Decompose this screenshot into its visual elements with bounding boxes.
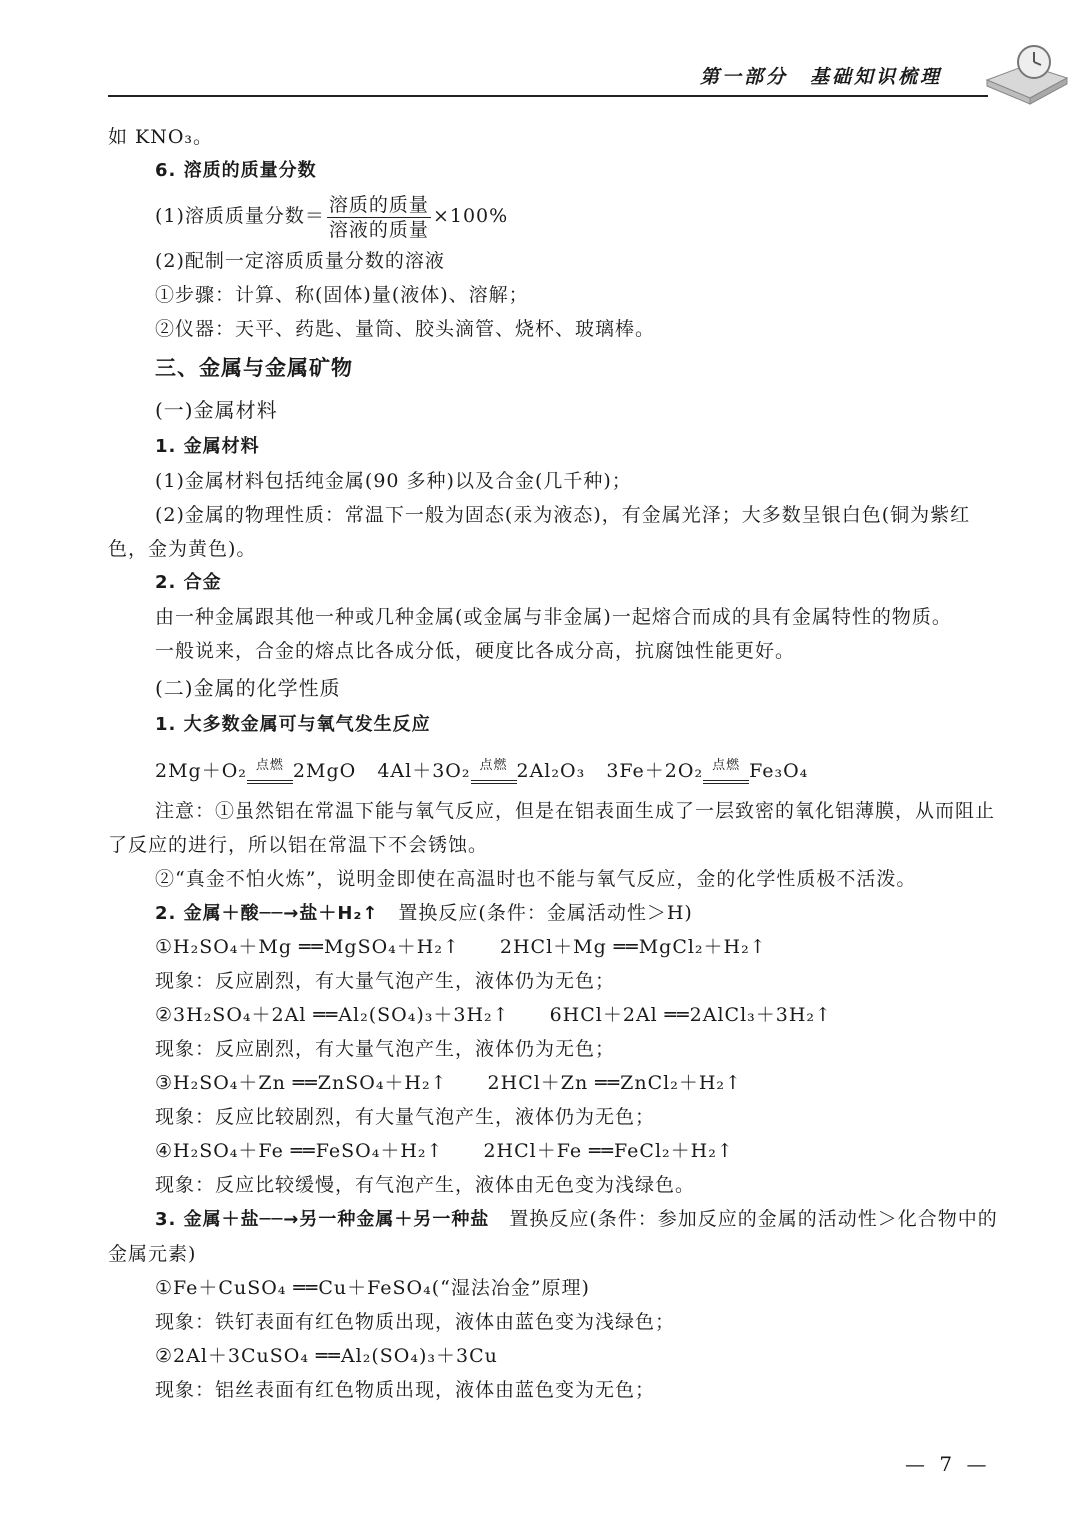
reaction-condition <box>471 758 517 794</box>
section-heading: 1. 大多数金属可与氧气发生反应 <box>155 714 431 735</box>
heading-note: 置换反应(条件：参加反应的金属的活动性＞化合物中的金属元素) <box>108 1208 998 1265</box>
section-heading: 2. 合金 <box>155 572 222 593</box>
chapter-heading: 三、金属与金属矿物 <box>155 356 353 380</box>
condition-label: 点燃 <box>479 758 508 773</box>
section-heading: 3. 金属＋盐──→另一种金属＋另一种盐 <box>155 1209 490 1230</box>
text-line: ②“真金不怕火炼”，说明金即使在高温时也不能与氧气反应，金的化学性质极不活泼。 <box>155 868 917 890</box>
text-line: 现象：反应比较剧烈，有大量气泡产生，液体仍为无色； <box>155 1106 656 1128</box>
text-line: 如 KNO₃。 <box>108 126 214 148</box>
paragraph: (2)金属的物理性质：常温下一般为固态(汞为液态)，有金属光泽；大多数呈银白色(铜为紫红色，金为黄色)。 <box>108 504 971 560</box>
equation-right: Fe₃O₄ <box>749 760 809 782</box>
equation-line: ①H₂SO₄＋Mg ══MgSO₄＋H₂↑ 2HCl＋Mg ══MgCl₂＋H₂↑ <box>155 936 767 958</box>
equation-left: 2Mg＋O₂ <box>155 760 247 782</box>
text-line: (1)金属材料包括纯金属(90 多种)以及合金(几千种)； <box>155 470 632 492</box>
text-line: 现象：反应剧烈，有大量气泡产生，液体仍为无色； <box>155 1038 616 1060</box>
fraction <box>327 193 431 242</box>
text-line: ①步骤：计算、称(固体)量(液体)、溶解； <box>155 284 529 306</box>
condition-label: 点燃 <box>255 758 284 773</box>
section-heading: 1. 金属材料 <box>155 436 260 457</box>
paragraph: 由一种金属跟其他一种或几种金属(或金属与非金属)一起熔合而成的具有金属特性的物质。 <box>155 606 952 628</box>
text-line: 现象：反应比较缓慢，有气泡产生，液体由无色变为浅绿色。 <box>155 1174 696 1196</box>
equation-right: 2MgO <box>292 760 357 782</box>
heading-line <box>108 896 1008 930</box>
heading-line <box>108 1202 1008 1271</box>
text-line: 现象：反应剧烈，有大量气泡产生，液体仍为无色； <box>155 970 616 992</box>
paragraph: 注意：①虽然铝在常温下能与氧气反应，但是在铝表面生成了一层致密的氧化铝薄膜，从而阻止了反应的进行，所以铝在常温下不会锈蚀。 <box>108 800 996 856</box>
formula-line <box>108 188 1008 244</box>
section-heading: 6. 溶质的质量分数 <box>155 160 317 181</box>
book-clock-icon <box>982 40 1072 110</box>
double-bar <box>247 780 293 784</box>
equation-right: 2Al₂O₃ <box>516 760 586 782</box>
page-number: — 7 — <box>905 1452 991 1476</box>
text-line: (2)配制一定溶质质量分数的溶液 <box>155 250 445 272</box>
text-line: 现象：铝丝表面有红色物质出现，液体由蓝色变为无色； <box>155 1379 656 1401</box>
reaction-condition <box>247 758 293 794</box>
equation-line: ②2Al＋3CuSO₄ ══Al₂(SO₄)₃＋3Cu <box>155 1345 498 1367</box>
equation-left: 4Al＋3O₂ <box>377 760 471 782</box>
equation-left: 3Fe＋2O₂ <box>606 760 704 782</box>
double-bar <box>471 780 517 784</box>
double-bar <box>703 780 749 784</box>
equation-line: ③H₂SO₄＋Zn ══ZnSO₄＋H₂↑ 2HCl＋Zn ══ZnCl₂＋H₂↑ <box>155 1072 742 1094</box>
text-line: 现象：铁钉表面有红色物质出现，液体由蓝色变为浅绿色； <box>155 1311 676 1333</box>
fraction-numerator: 溶质的质量 <box>328 193 429 216</box>
equation-line <box>108 742 1008 794</box>
section-heading: 2. 金属＋酸──→盐＋H₂↑ <box>155 903 379 924</box>
equation-line: ②3H₂SO₄＋2Al ══Al₂(SO₄)₃＋3H₂↑ 6HCl＋2Al ══2AlCl₃＋3H₂↑ <box>155 1004 832 1026</box>
page-body <box>108 120 1008 1407</box>
condition-label: 点燃 <box>712 758 741 773</box>
equation-line: ①Fe＋CuSO₄ ══Cu＋FeSO₄(“湿法冶金”原理) <box>155 1277 590 1299</box>
subsection-heading: (一)金属材料 <box>155 398 278 422</box>
text-line: ②仪器：天平、药匙、量筒、胶头滴管、烧杯、玻璃棒。 <box>155 318 656 340</box>
running-header: 第一部分 基础知识梳理 <box>700 66 943 88</box>
fraction-denominator: 溶液的质量 <box>328 218 429 241</box>
header-rule <box>108 95 988 97</box>
text-line: 一般说来，合金的熔点比各成分低，硬度比各成分高，抗腐蚀性能更好。 <box>155 640 796 662</box>
reaction-condition <box>703 758 749 794</box>
equation-line: ④H₂SO₄＋Fe ══FeSO₄＋H₂↑ 2HCl＋Fe ══FeCl₂＋H₂↑ <box>155 1140 734 1162</box>
heading-note: 置换反应(条件：金属活动性＞H) <box>378 902 693 924</box>
formula-suffix: ×100% <box>432 205 509 227</box>
formula-prefix: (1)溶质质量分数＝ <box>155 205 325 227</box>
subsection-heading: (二)金属的化学性质 <box>155 676 341 700</box>
